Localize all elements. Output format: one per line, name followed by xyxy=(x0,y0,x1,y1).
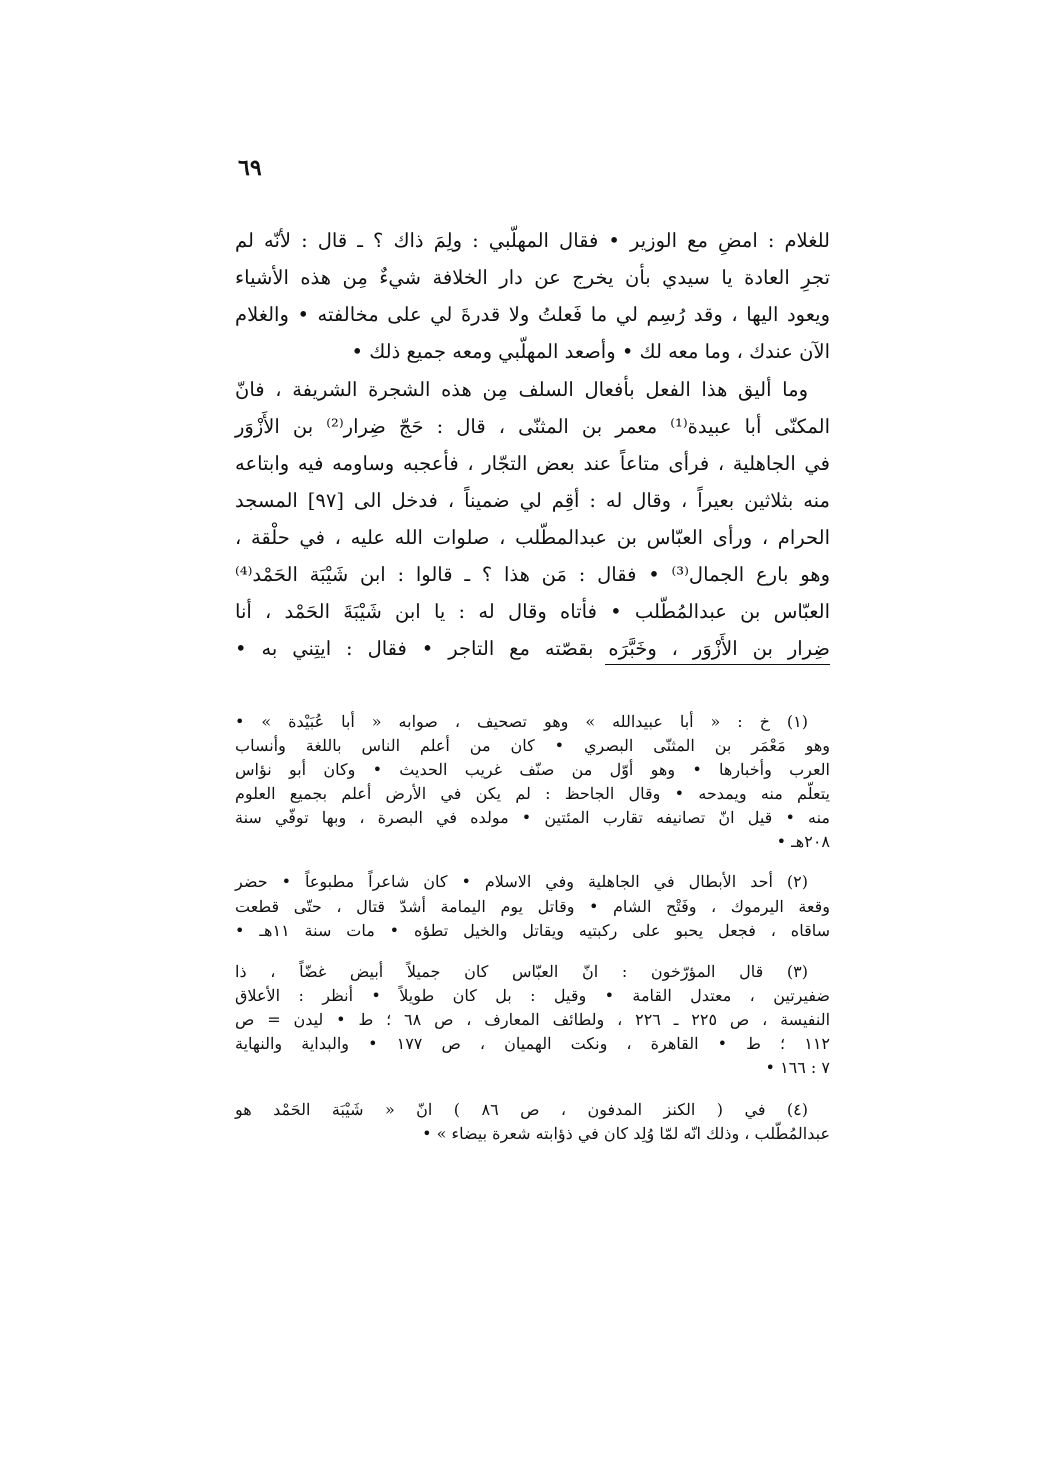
footnote-line: ٢٠٨هـ • xyxy=(776,832,830,851)
page-number: ٦٩ xyxy=(238,155,262,181)
footnote-line: ٧ : ١٦٦ • xyxy=(765,1058,830,1077)
text-line: منه بثلاثين بعيراً ، وقال له : أقِم لي ضميناً ، فدخل الى [٩٧] المسجد xyxy=(235,489,830,512)
footnote-line: منه • قيل انّ تصانيفه تقارب المئتين • مولده في البصرة ، وبها توفّي سنة xyxy=(235,808,830,827)
footnote-line: (١) خ : « أبا عبيدالله » وهو تصحيف ، صوابه « أبا عُبَيْدة » • xyxy=(235,712,808,731)
footnote-separator xyxy=(605,664,830,665)
text-line: الحرام ، ورأى العبّاس بن عبدالمطّلب ، صلوات الله عليه ، في حلْقة ، xyxy=(235,526,830,549)
footnote-line: ساقاه ، فجعل يحبو على ركبتيه ويقاتل والخيل تطؤه • مات سنة ١١هـ • xyxy=(235,921,830,940)
text-line: ضِرار بن الأَزْوَر ، وخَبَّرَه بقصّته مع التاجر • فقال : ايتِني به • xyxy=(235,637,830,660)
footnote-line: وقعة اليرموك ، وفَتْح الشام • وقاتل يوم اليمامة أشدّ قتال ، حتّى قطعت xyxy=(235,897,830,916)
footnote-line: عبدالمُطّلب ، وذلك انّه لمّا وُلِد كان في ذؤابته شعرة بيضاء » • xyxy=(422,1124,830,1143)
text-line: وما أليق هذا الفعل بأفعال السلف مِن هذه الشجرة الشريفة ، فانّ xyxy=(235,378,808,401)
footnote-line: ١١٢ ؛ ط • القاهرة ، ونكت الهميان ، ص ١٧٧ • والبداية والنهاية xyxy=(235,1034,830,1053)
text-line: للغلام : امضِ مع الوزير • فقال المهلّبي : ولِمَ ذاك ؟ ـ قال : لأنّه لم xyxy=(235,229,830,252)
text-line: المكنّى أبا عبيدة⁽¹⁾ معمر بن المثنّى ، قال : حَجّ ضِرار⁽²⁾ بن الأَزْوَر xyxy=(235,415,831,438)
text-line: العبّاس بن عبدالمُطّلب • فأتاه وقال له : يا ابن شَيْبَةَ الحَمْد ، أنا xyxy=(235,600,830,623)
footnote-line: النفيسة ، ص ٢٢٥ ـ ٢٢٦ ، ولطائف المعارف ، ص ٦٨ ؛ ط • ليدن = ص xyxy=(235,1010,831,1029)
footnote-line: ضفيرتين ، معتدل القامة • وقيل : بل كان طويلاً • أنظر : الأعلاق xyxy=(235,986,830,1005)
footnote-line: (٢) أحد الأبطال في الجاهلية وفي الاسلام • كان شاعراً مطبوعاً • حضر xyxy=(235,872,808,891)
footnote-line: العرب وأخبارها • وهو أوّل من صنّف غريب الحديث • وكان أبو نؤاس xyxy=(235,760,830,779)
text-line: ويعود اليها ، وقد رُسِم لي ما فَعلتُ ولا قدرةَ لي على مخالفته • والغلام xyxy=(235,303,830,326)
text-line: تجرِ العادة يا سيدي بأن يخرج عن دار الخلافة شيءٌ مِن هذه الأشياء xyxy=(235,266,830,289)
text-line: في الجاهلية ، فرأى متاعاً عند بعض التجّار ، فأعجبه وساومه فيه وابتاعه xyxy=(235,452,830,475)
footnote-line: يتعلّم منه ويمدحه • وقال الجاحظ : لم يكن في الأرض أعلم بجميع العلوم xyxy=(235,784,830,803)
footnote-line: (٣) قال المؤرّخون : انّ العبّاس كان جميلاً أبيض غضّاً ، ذا xyxy=(235,962,808,981)
text-line: الآن عندك ، وما معه لك • وأصعد المهلّبي ومعه جميع ذلك • xyxy=(351,340,830,363)
footnote-line: وهو مَعْمَر بن المثنّى البصري • كان من أعلم الناس باللغة وأنساب xyxy=(235,736,830,755)
text-line: وهو بارع الجمال⁽³⁾ • فقال : مَن هذا ؟ ـ قالوا : ابن شَيْبَة الحَمْد⁽⁴⁾ xyxy=(235,563,830,586)
footnote-line: (٤) في ( الكنز المدفون ، ص ٨٦ ) انّ « شَيْبَة الحَمْد هو xyxy=(235,1100,808,1119)
